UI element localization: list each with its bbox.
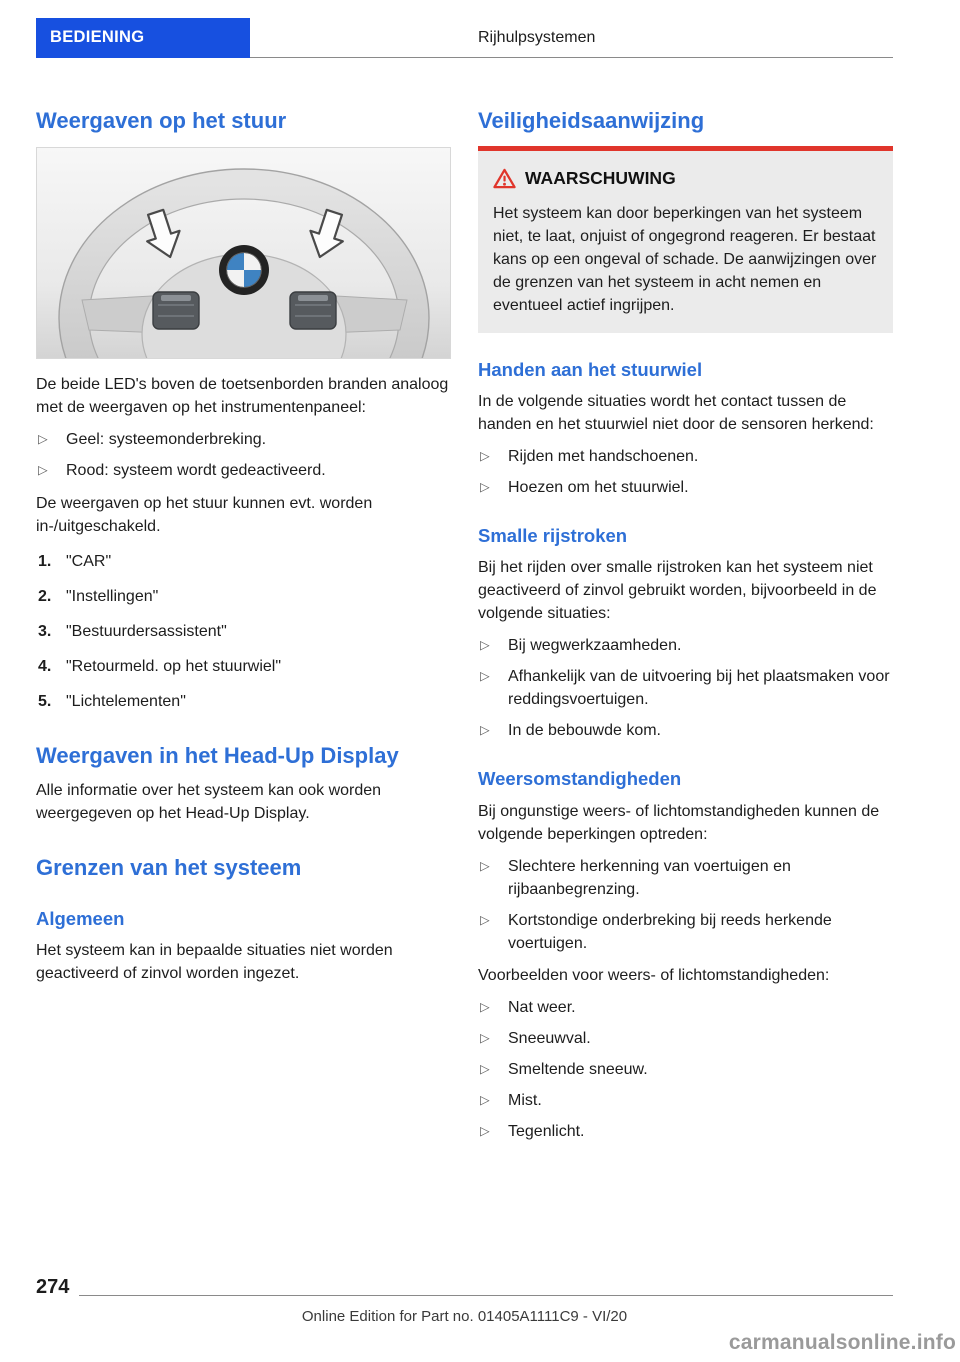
- list-item: [478, 719, 893, 742]
- chapter-tab: [36, 18, 250, 58]
- step-label: "Instellingen": [66, 587, 159, 605]
- heading-weersomstandigheden: Weersomstandigheden: [478, 768, 682, 790]
- heading-head-up-display: Weergaven in het Head-Up Display: [36, 742, 399, 768]
- list-item-text: Smeltende sneeuw.: [508, 1060, 648, 1078]
- page-header: [36, 18, 893, 58]
- heading-smalle-rijstroken: Smalle rijstroken: [478, 525, 628, 547]
- paragraph-lanes: Bij het rijden over smalle rijstroken kan het systeem niet geactiveerd of zinvol gebruikt worden, bijvoorbeeld in de volgende situaties:: [478, 559, 877, 623]
- step-label: "CAR": [66, 552, 112, 570]
- right-button-pad: [290, 292, 336, 329]
- footer-divider: [79, 1295, 893, 1296]
- weather-limitations-list: [478, 855, 893, 955]
- list-item-text: Tegenlicht.: [508, 1122, 585, 1140]
- watermark: carmanualsonline.info: [728, 1330, 956, 1354]
- list-item: [478, 1089, 893, 1112]
- bmw-roundel: [219, 245, 269, 295]
- step-number: 2.: [38, 587, 52, 605]
- list-item: [478, 996, 893, 1019]
- right-column: [478, 108, 893, 1151]
- subheading-algemeen: Algemeen: [36, 907, 125, 929]
- paragraph-weather: Bij ongunstige weers- of lichtomstandigheden kunnen de volgende beperkingen optreden:: [478, 802, 880, 843]
- step-number: 4.: [38, 657, 52, 675]
- list-item-text: Rood: systeem wordt gedeactiveerd.: [66, 462, 326, 480]
- paragraph-hud: Alle informatie over het systeem kan ook worden weergegeven op het Head-Up Display.: [36, 782, 382, 823]
- step-number: 1.: [38, 552, 52, 570]
- page-number: 274: [36, 1275, 70, 1298]
- step-label: "Lichtelementen": [66, 692, 186, 710]
- triangle-bullet-icon: ▷: [480, 912, 490, 927]
- list-item: [478, 1058, 893, 1081]
- paragraph-weather-examples-intro: Voorbeelden voor weers- of lichtomstandigheden:: [478, 966, 830, 984]
- page-footer: [36, 1273, 893, 1328]
- list-item: [36, 620, 451, 643]
- two-column-layout: [36, 108, 893, 1151]
- steering-wheel-photo: [36, 147, 451, 359]
- steering-wheel-illustration: [37, 148, 451, 359]
- list-item-text: Geel: systeemonderbreking.: [66, 431, 267, 449]
- list-item-text: Afhankelijk van de uitvoering bij het plaatsmaken voor reddingsvoertuigen.: [508, 668, 890, 709]
- paragraph-led-intro: De beide LED's boven de toetsenborden branden analoog met de weergaven op het instrumentenpaneel:: [36, 376, 449, 417]
- list-item: [36, 585, 451, 608]
- triangle-bullet-icon: ▷: [480, 1092, 490, 1107]
- footer-rule-row: [36, 1273, 893, 1302]
- header-rule: [250, 18, 893, 58]
- list-item-text: Rijden met handschoenen.: [508, 447, 699, 465]
- edition-note: Online Edition for Part no. 01405A1111C9 - VI/20: [301, 1308, 628, 1326]
- step-label: "Retourmeld. op het stuurwiel": [66, 657, 282, 675]
- lanes-list: [478, 634, 893, 742]
- triangle-bullet-icon: ▷: [480, 999, 490, 1014]
- list-item: [478, 665, 893, 711]
- left-button-pad: [153, 292, 199, 329]
- list-item: [478, 909, 893, 955]
- warning-box: [478, 146, 893, 332]
- triangle-bullet-icon: ▷: [38, 432, 48, 447]
- paragraph-algemeen: Het systeem kan in bepaalde situaties niet worden geactiveerd of zinvol worden ingezet.: [36, 941, 393, 982]
- list-item: [478, 855, 893, 901]
- list-item-text: Nat weer.: [508, 998, 576, 1016]
- list-item: [478, 1027, 893, 1050]
- heading-weergaven-op-het-stuur: Weergaven op het stuur: [36, 108, 287, 133]
- hands-list: [478, 445, 893, 499]
- triangle-bullet-icon: ▷: [480, 638, 490, 653]
- list-item-text: Mist.: [508, 1091, 542, 1109]
- triangle-bullet-icon: ▷: [480, 669, 490, 684]
- list-item-text: Sneeuwval.: [508, 1029, 591, 1047]
- list-item-text: Slechtere herkenning van voertuigen en rijbaanbegrenzing.: [508, 857, 791, 898]
- triangle-bullet-icon: ▷: [480, 1061, 490, 1076]
- section-label: Rijhulpsystemen: [478, 28, 596, 46]
- chapter-label: BEDIENING: [50, 28, 145, 47]
- triangle-bullet-icon: ▷: [480, 1123, 490, 1138]
- triangle-bullet-icon: ▷: [38, 463, 48, 478]
- led-color-list: [36, 428, 451, 482]
- warning-title: WAARSCHUWING: [525, 168, 676, 189]
- list-item: [478, 445, 893, 468]
- heading-handen-aan-het-stuurwiel: Handen aan het stuurwiel: [478, 358, 703, 380]
- step-number: 3.: [38, 622, 52, 640]
- triangle-bullet-icon: ▷: [480, 1030, 490, 1045]
- step-label: "Bestuurdersassistent": [66, 622, 227, 640]
- warning-header: [493, 166, 878, 191]
- triangle-bullet-icon: ▷: [480, 448, 490, 463]
- step-number: 5.: [38, 692, 52, 710]
- list-item-text: In de bebouwde kom.: [508, 722, 661, 740]
- list-item-text: Bij wegwerkzaamheden.: [508, 637, 682, 655]
- list-item: [36, 428, 451, 451]
- paragraph-hands: In de volgende situaties wordt het contact tussen de handen en het stuurwiel niet door de sensoren herkend:: [478, 392, 874, 433]
- list-item: [36, 690, 451, 713]
- list-item: [36, 550, 451, 573]
- warning-body: Het systeem kan door beperkingen van het systeem niet, te laat, onjuist of ongegrond reageren. Er bestaat kans op een ongeval of schade. De aanwijzingen over de grenzen van het systeem in acht nemen en eventueel actief ingrijpen.: [493, 204, 877, 314]
- menu-steps-list: [36, 550, 451, 713]
- list-item-text: Hoezen om het stuurwiel.: [508, 479, 689, 497]
- list-item-text: Kortstondige onderbreking bij reeds herkende voertuigen.: [508, 911, 832, 952]
- heading-veiligheidsaanwijzing: Veiligheidsaanwijzing: [478, 108, 705, 133]
- triangle-bullet-icon: ▷: [480, 723, 490, 738]
- list-item: [36, 459, 451, 482]
- weather-examples-list: [478, 996, 893, 1143]
- triangle-bullet-icon: ▷: [480, 858, 490, 873]
- left-column: [36, 108, 451, 1151]
- warning-triangle-icon: [493, 168, 516, 189]
- list-item: [478, 476, 893, 499]
- list-item: [478, 1120, 893, 1143]
- heading-grenzen-van-het-systeem: Grenzen van het systeem: [36, 855, 302, 881]
- list-item: [478, 634, 893, 657]
- paragraph-toggle-note: De weergaven op het stuur kunnen evt. worden in-/uitgeschakeld.: [36, 494, 373, 535]
- triangle-bullet-icon: ▷: [480, 480, 490, 495]
- list-item: [36, 655, 451, 678]
